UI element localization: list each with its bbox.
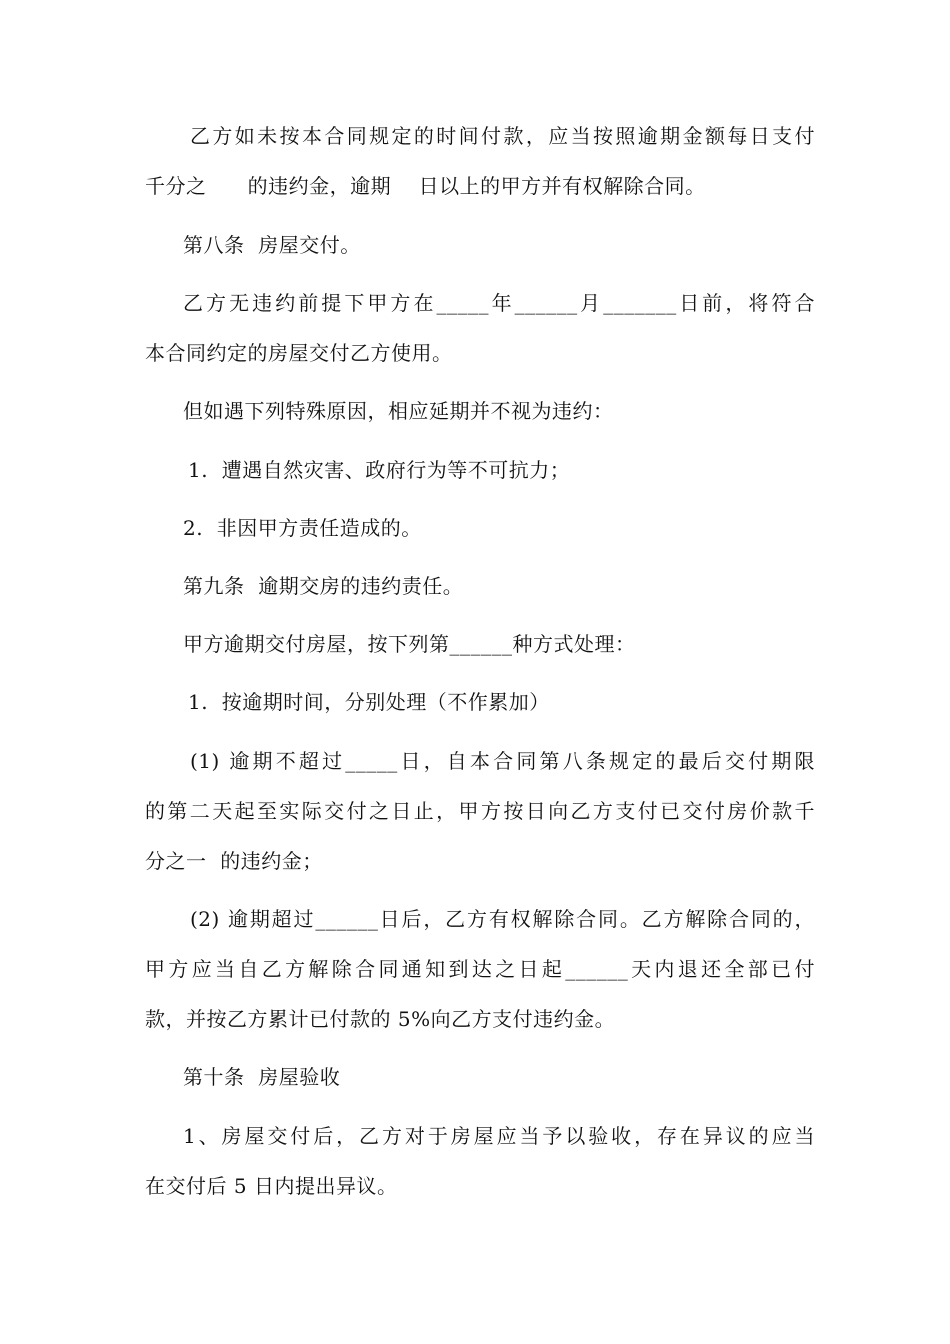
paragraph-handling-method: 甲方逾期交付房屋，按下列第______种方式处理： <box>183 632 636 656</box>
clause-2-line-2: 甲方应当自乙方解除合同通知到达之日起______天内退还全部已付 <box>145 957 815 981</box>
clause-1-line-2: 的第二天起至实际交付之日止，甲方按日向乙方支付已交付房价款千 <box>145 799 815 823</box>
paragraph-exceptions-intro: 但如遇下列特殊原因，相应延期并不视为违约： <box>183 399 614 423</box>
paragraph-delivery-line-2: 本合同约定的房屋交付乙方使用。 <box>145 341 453 365</box>
clause-2-line-3: 款，并按乙方累计已付款的 5%向乙方支付违约金。 <box>145 1007 616 1031</box>
list-item-not-party-a-fault: 2. 非因甲方责任造成的。 <box>183 516 422 540</box>
paragraph-late-payment-line-1: 乙方如未按本合同规定的时间付款，应当按照逾期金额每日支付 <box>190 124 815 148</box>
article-10-heading: 第十条 房屋验收 <box>183 1065 341 1089</box>
paragraph-inspection-line-1: 1、房屋交付后，乙方对于房屋应当予以验收，存在异议的应当 <box>183 1124 815 1148</box>
paragraph-delivery-line-1: 乙方无违约前提下甲方在_____年______月_______日前，将符合 <box>183 291 815 315</box>
clause-2-line-1: (2) 逾期超过______日后，乙方有权解除合同。乙方解除合同的， <box>190 907 815 931</box>
article-8-heading: 第八条 房屋交付。 <box>183 233 361 257</box>
list-item-by-overdue-time: 1. 按逾期时间，分别处理（不作累加） <box>188 690 550 714</box>
article-9-heading: 第九条 逾期交房的违约责任。 <box>183 574 464 598</box>
paragraph-late-payment-line-2: 千分之 的违约金，逾期 日以上的甲方并有权解除合同。 <box>145 174 706 198</box>
paragraph-inspection-line-2: 在交付后 5 日内提出异议。 <box>145 1174 398 1198</box>
list-item-force-majeure: 1. 遭遇自然灾害、政府行为等不可抗力； <box>188 458 571 482</box>
clause-1-line-1: (1) 逾期不超过_____日，自本合同第八条规定的最后交付期限 <box>190 749 815 773</box>
clause-1-line-3: 分之一 的违约金； <box>145 849 323 873</box>
